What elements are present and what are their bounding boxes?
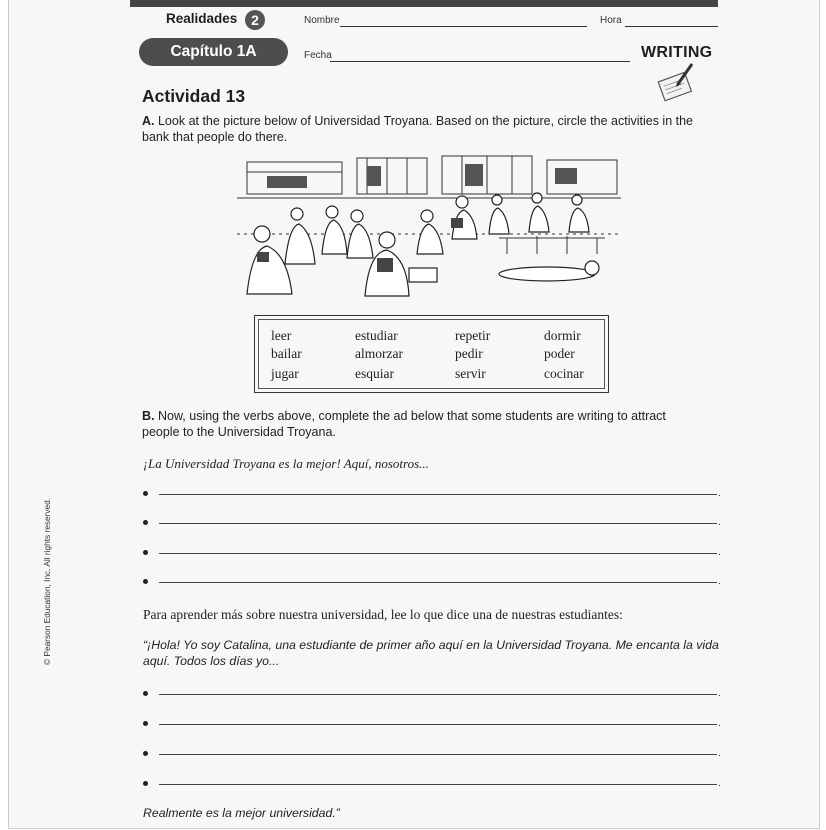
- section-label: WRITING: [641, 44, 713, 61]
- bullet: [143, 781, 148, 786]
- line-end-dot: .: [718, 778, 721, 789]
- verb-bailar[interactable]: bailar: [271, 346, 302, 361]
- bullet: [143, 550, 148, 555]
- bullet: [143, 721, 148, 726]
- line-end-dot: .: [718, 688, 721, 699]
- copyright-notice: © Pearson Education, Inc. All rights reserved.: [42, 497, 52, 665]
- bullet: [143, 491, 148, 496]
- line-end-dot: .: [718, 517, 721, 528]
- campus-illustration: [237, 154, 621, 302]
- level-badge: 2: [245, 10, 265, 30]
- hora-line[interactable]: [625, 26, 718, 27]
- answer-line-5[interactable]: [159, 694, 717, 695]
- answer-line-8[interactable]: [159, 784, 717, 785]
- chapter-badge: Capítulo 1A: [139, 38, 288, 66]
- verb-leer[interactable]: leer: [271, 328, 292, 343]
- verb-almorzar[interactable]: almorzar: [355, 346, 403, 361]
- answer-line-4[interactable]: [159, 582, 717, 583]
- more-info-text: Para aprender más sobre nuestra universidad, lee lo que dice una de nuestras estudiantes:: [143, 607, 623, 622]
- line-end-dot: .: [718, 547, 721, 558]
- verb-poder[interactable]: poder: [544, 346, 575, 361]
- part-a-text: Look at the picture below of Universidad Troyana. Based on the picture, circle the activities in the bank that people do there.: [142, 114, 694, 144]
- closing-text: Realmente es la mejor universidad.”: [143, 806, 340, 820]
- line-end-dot: .: [718, 718, 721, 729]
- part-b-instructions: [142, 408, 702, 440]
- verb-repetir[interactable]: repetir: [455, 328, 491, 343]
- verb-dormir[interactable]: dormir: [544, 328, 581, 343]
- catalina-quote: “¡Hola! Yo soy Catalina, una estudiante de primer año aquí en la Universidad Troyana. Me encanta la vida aquí. Todos los días yo...: [143, 638, 719, 668]
- verb-estudiar[interactable]: estudiar: [355, 328, 398, 343]
- nombre-label: Nombre: [304, 15, 340, 26]
- ad-intro: ¡La Universidad Troyana es la mejor! Aquí, nosotros...: [143, 456, 429, 471]
- part-a-letter: A.: [142, 114, 155, 128]
- part-b-letter: B.: [142, 409, 155, 423]
- realidades-label: Realidades: [166, 11, 238, 26]
- answer-line-3[interactable]: [159, 553, 717, 554]
- bullet: [143, 520, 148, 525]
- header-bar: [130, 0, 718, 7]
- bullet: [143, 579, 148, 584]
- line-end-dot: .: [718, 748, 721, 759]
- nombre-line[interactable]: [340, 26, 587, 27]
- writing-pencil-icon: [654, 62, 698, 102]
- verb-esquiar[interactable]: esquiar: [355, 366, 394, 381]
- verb-cocinar[interactable]: cocinar: [544, 366, 584, 381]
- answer-line-1[interactable]: [159, 494, 717, 495]
- part-b-text: Now, using the verbs above, complete the ad below that some students are writing to attract people to the Universidad Troyana.: [142, 409, 666, 439]
- activity-title: Actividad 13: [142, 86, 246, 106]
- hora-label: Hora: [600, 15, 622, 26]
- answer-line-6[interactable]: [159, 724, 717, 725]
- fecha-line[interactable]: [330, 61, 630, 62]
- answer-line-2[interactable]: [159, 523, 717, 524]
- bullet: [143, 691, 148, 696]
- line-end-dot: .: [718, 576, 721, 587]
- verb-jugar[interactable]: jugar: [271, 366, 299, 381]
- verb-servir[interactable]: servir: [455, 366, 486, 381]
- bullet: [143, 751, 148, 756]
- answer-line-7[interactable]: [159, 754, 717, 755]
- line-end-dot: .: [718, 488, 721, 499]
- fecha-label: Fecha: [304, 50, 332, 61]
- verb-pedir[interactable]: pedir: [455, 346, 483, 361]
- part-a-instructions: [142, 113, 722, 145]
